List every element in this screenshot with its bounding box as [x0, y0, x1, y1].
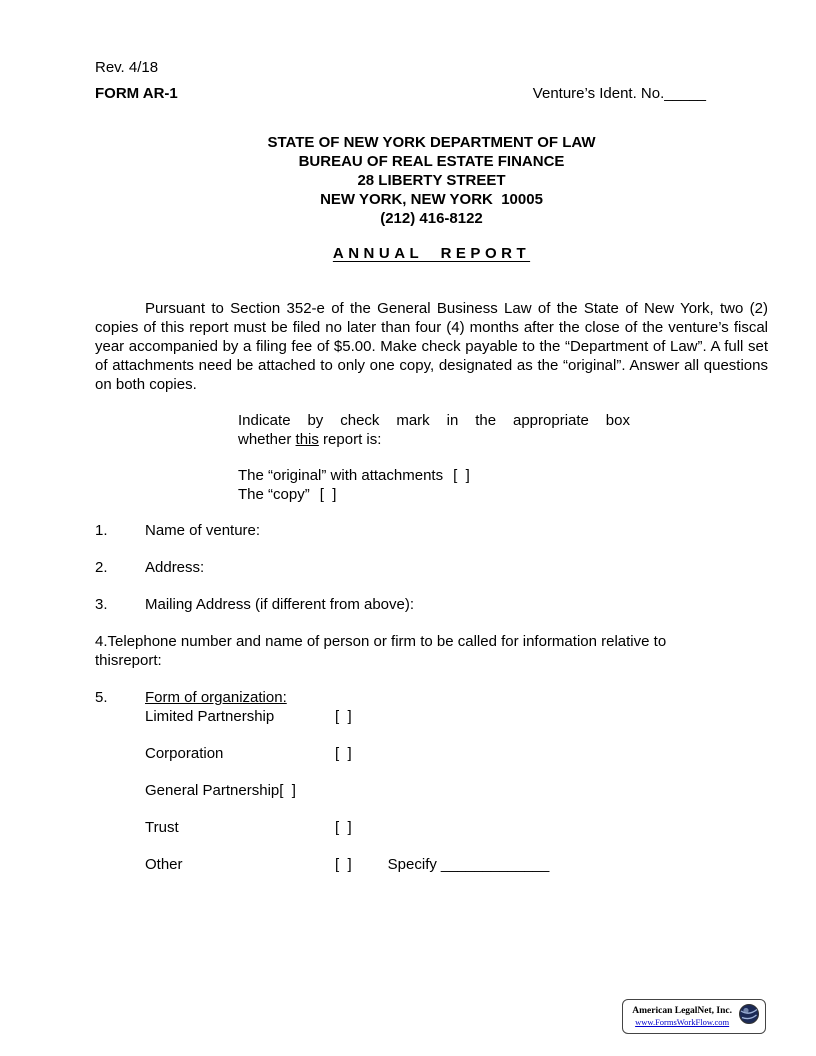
specify-label: Specify — [387, 856, 437, 873]
item-5-number: 5. — [95, 689, 108, 706]
form-item-4 — [95, 632, 768, 670]
legalnet-badge — [622, 999, 766, 1034]
agency-line-3: 28 LIBERTY STREET — [357, 172, 506, 189]
other-label: Other — [145, 856, 183, 873]
item-4-text: Telephone number and name of person or firm to be called for information relative to — [107, 633, 667, 650]
agency-line-1: STATE OF NEW YORK DEPARTMENT OF LAW — [267, 134, 596, 151]
specify-blank[interactable]: _____________ — [440, 856, 550, 873]
organization-options — [145, 707, 768, 874]
indicate-line-2 — [238, 430, 630, 449]
item-4-number: 4. — [95, 633, 108, 650]
general-partnership-checkbox[interactable]: [ ] — [279, 782, 296, 799]
legalnet-badge-text — [632, 1006, 732, 1027]
item-4-continuation-right: report: — [118, 652, 162, 669]
report-title-text: ANNUAL REPORT — [332, 245, 531, 262]
item-2-number: 2. — [95, 559, 108, 576]
intro-paragraph: Pursuant to Section 352-e of the General Business Law of the State of New York, two (2) copies of this report must be filed no later than four (4) months after the close of the venture’s fiscal year accompanied by a filing fee of $5.00. Make check payable to the “Department of Law”. A full set of attachments need be attached to only one copy, designated as the “original”. Answer all questions on both copies. — [95, 300, 768, 393]
item-1-number: 1. — [95, 522, 108, 539]
indicate-instruction — [238, 411, 630, 449]
original-copy-label: The “original” with attachments — [238, 467, 444, 484]
general-partnership-label: General Partnership — [145, 782, 280, 799]
agency-header — [95, 133, 768, 228]
org-option-other — [145, 855, 768, 874]
indicate-line-2-pre: whether — [238, 431, 296, 448]
form-header-row — [95, 84, 768, 103]
item-2-text: Address: — [145, 559, 205, 576]
item-1-text: Name of venture: — [145, 522, 261, 539]
original-checkbox[interactable]: [ ] — [453, 467, 470, 484]
trust-label: Trust — [145, 819, 179, 836]
copy-copy-line — [238, 485, 768, 504]
org-option-trust — [145, 818, 768, 837]
org-option-limited-partnership — [145, 707, 768, 726]
agency-line-4: NEW YORK, NEW YORK 10005 — [320, 191, 543, 208]
formsworkflow-link[interactable]: www.FormsWorkFlow.com — [635, 1017, 730, 1027]
item-3-text: Mailing Address (if different from above): — [145, 596, 415, 613]
item-4-line-1 — [95, 632, 768, 651]
corporation-label: Corporation — [145, 745, 224, 762]
form-number: FORM AR-1 — [95, 85, 178, 102]
org-option-general-partnership — [145, 781, 768, 800]
form-item-1 — [95, 521, 768, 540]
venture-ident-label: Venture’s Ident. No. — [532, 85, 665, 102]
corporation-checkbox[interactable]: [ ] — [335, 745, 352, 762]
agency-line-5: (212) 416-8122 — [380, 210, 483, 227]
legalnet-company-name: American LegalNet, Inc. — [632, 1006, 732, 1016]
copy-checkbox[interactable]: [ ] — [319, 486, 337, 503]
form-item-3 — [95, 595, 768, 614]
revision-note: Rev. 4/18 — [95, 59, 159, 76]
item-5-heading: Form of organization: — [145, 689, 287, 706]
item-4-line-2 — [95, 651, 768, 670]
venture-ident-blank[interactable]: _____ — [664, 85, 706, 102]
indicate-this-underlined: this — [295, 431, 319, 448]
org-option-corporation — [145, 744, 768, 763]
limited-partnership-checkbox[interactable]: [ ] — [335, 708, 352, 725]
other-checkbox[interactable]: [ ] — [335, 856, 352, 873]
report-title — [95, 244, 768, 263]
item-4-continuation-left: this — [95, 652, 119, 669]
item-3-number: 3. — [95, 596, 108, 613]
venture-ident-line — [533, 84, 706, 103]
globe-icon — [738, 1003, 760, 1030]
trust-checkbox[interactable]: [ ] — [335, 819, 352, 836]
indicate-line-1: Indicate by check mark in the appropriate box — [238, 412, 630, 429]
copy-copy-label: The “copy” — [238, 486, 310, 503]
copy-type-choices — [238, 466, 768, 504]
original-copy-line — [238, 466, 768, 485]
form-item-2 — [95, 558, 768, 577]
form-item-5 — [95, 688, 768, 707]
indicate-line-2-post: report is: — [318, 431, 382, 448]
agency-line-2: BUREAU OF REAL ESTATE FINANCE — [298, 153, 565, 170]
limited-partnership-label: Limited Partnership — [145, 708, 275, 725]
